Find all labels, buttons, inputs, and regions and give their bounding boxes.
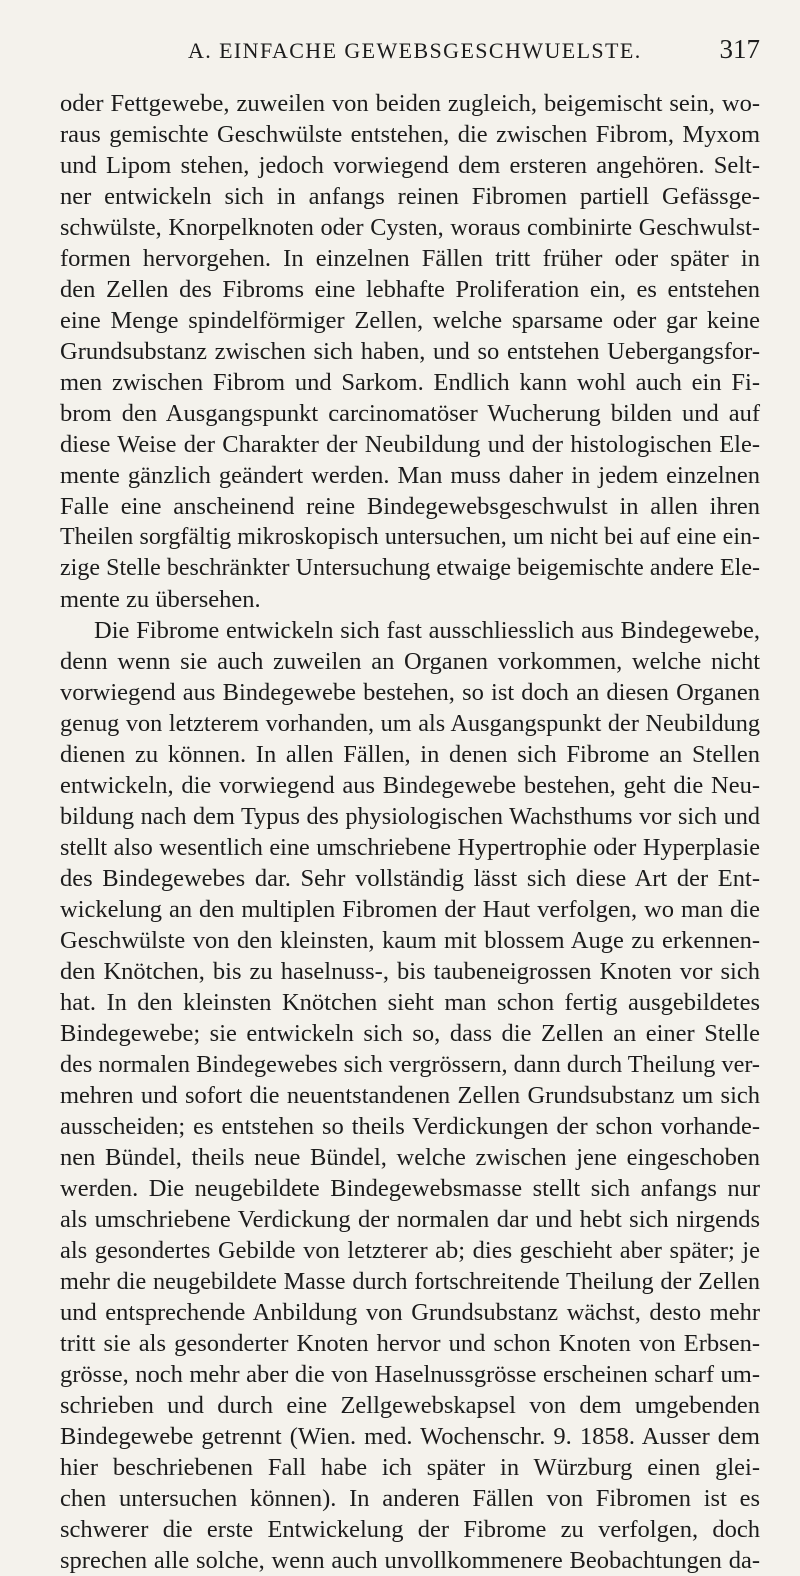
text-line: entwickeln, die vorwiegend aus Bindegewebe bestehen, geht die Neu- (60, 772, 760, 799)
text-line: Bindegewebe; sie entwickeln sich so, dass die Zellen an einer Stelle (60, 1020, 760, 1047)
text-line: und Lipom stehen, jedoch vorwiegend dem ersteren angehören. Selt- (60, 152, 760, 179)
text-line: als umschriebene Verdickung der normalen dar und hebt sich nirgends (60, 1206, 760, 1233)
text-line: ausscheiden; es entstehen so theils Verdickungen der schon vorhande- (60, 1113, 760, 1140)
text-line: stellt also wesentlich eine umschriebene Hypertrophie oder Hyperplasie (60, 834, 760, 861)
text-line: brom den Ausgangspunkt carcinomatöser Wucherung bilden und auf (60, 400, 760, 427)
text-line: hier beschriebenen Fall habe ich später in Würzburg einen glei- (60, 1454, 760, 1481)
running-head (60, 34, 760, 78)
text-line: chen untersuchen können). In anderen Fällen von Fibromen ist es (60, 1485, 760, 1512)
text-line: ner entwickeln sich in anfangs reinen Fibromen partiell Gefässge- (60, 183, 760, 210)
text-line: den Zellen des Fibroms eine lebhafte Proliferation ein, es entstehen (60, 276, 760, 303)
text-line: nen Bündel, theils neue Bündel, welche zwischen jene eingeschoben (60, 1144, 760, 1171)
text-line: oder Fettgewebe, zuweilen von beiden zugleich, beigemischt sein, wo- (60, 90, 760, 117)
text-line: schrieben und durch eine Zellgewebskapsel von dem umgebenden (60, 1392, 760, 1419)
text-line: denn wenn sie auch zuweilen an Organen vorkommen, welche nicht (60, 648, 760, 675)
text-line: mente gänzlich geändert werden. Man muss daher in jedem einzelnen (60, 462, 760, 489)
paragraph (60, 88, 760, 615)
text-line: mente zu übersehen. (60, 586, 261, 613)
text-line: mehr die neugebildete Masse durch fortschreitende Theilung der Zellen (60, 1268, 760, 1295)
text-line: formen hervorgehen. In einzelnen Fällen tritt früher oder später in (60, 245, 760, 272)
text-line: genug von letzterem vorhanden, um als Ausgangspunkt der Neubildung (60, 710, 760, 737)
text-line: schwerer die erste Entwickelung der Fibrome zu verfolgen, doch (60, 1516, 760, 1543)
text-line: den Knötchen, bis zu haselnuss-, bis taubeneigrossen Knoten vor sich (60, 958, 760, 985)
text-line: dienen zu können. In allen Fällen, in denen sich Fibrome an Stellen (60, 741, 760, 768)
text-line: wickelung an den multiplen Fibromen der Haut verfolgen, wo man die (60, 896, 760, 923)
paragraph (60, 615, 760, 1576)
text-line: bildung nach dem Typus des physiologischen Wachsthums vor sich und (60, 803, 760, 830)
body-text (60, 88, 760, 1576)
text-line: Geschwülste von den kleinsten, kaum mit blossem Auge zu erkennen- (60, 927, 760, 954)
text-line: des normalen Bindegewebes sich vergrössern, dann durch Theilung ver- (60, 1051, 760, 1078)
text-line: und entsprechende Anbildung von Grundsubstanz wächst, desto mehr (60, 1299, 760, 1326)
page-number: 317 (719, 34, 760, 64)
text-line: eine Menge spindelförmiger Zellen, welche sparsame oder gar keine (60, 307, 760, 334)
text-line: diese Weise der Charakter der Neubildung und der histologischen Ele- (60, 431, 760, 458)
section-title: A. EINFACHE GEWEBSGESCHWUELSTE. (188, 38, 642, 63)
text-line: tritt sie als gesonderter Knoten hervor und schon Knoten von Erbsen- (60, 1330, 760, 1357)
text-line: grösse, noch mehr aber die von Haselnussgrösse erscheinen scharf um- (60, 1361, 760, 1388)
text-line: zige Stelle beschränkter Untersuchung etwaige beigemischte andere Ele- (60, 555, 760, 581)
text-line: schwülste, Knorpelknoten oder Cysten, woraus combinirte Geschwulst- (60, 214, 760, 241)
text-line: Bindegewebe getrennt (Wien. med. Wochenschr. 9. 1858. Ausser dem (60, 1423, 760, 1450)
text-line: men zwischen Fibrom und Sarkom. Endlich kann wohl auch ein Fi- (60, 369, 760, 396)
text-line: Die Fibrome entwickeln sich fast ausschliesslich aus Bindegewebe, (94, 617, 760, 644)
text-line: Grundsubstanz zwischen sich haben, und so entstehen Uebergangsfor- (60, 338, 760, 365)
text-line: vorwiegend aus Bindegewebe bestehen, so ist doch an diesen Organen (60, 679, 760, 706)
text-line: des Bindegewebes dar. Sehr vollständig lässt sich diese Art der Ent- (60, 865, 760, 892)
text-line: Theilen sorgfältig mikroskopisch untersuchen, um nicht bei auf eine ein- (60, 524, 760, 550)
text-line: sprechen alle solche, wenn auch unvollkommenere Beobachtungen da- (60, 1547, 760, 1574)
text-line: als gesondertes Gebilde von letzterer ab; dies geschieht aber später; je (60, 1237, 760, 1264)
text-line: Falle eine anscheinend reine Bindegewebsgeschwulst in allen ihren (60, 493, 760, 520)
text-line: raus gemischte Geschwülste entstehen, die zwischen Fibrom, Myxom (60, 121, 760, 148)
text-line: mehren und sofort die neuentstandenen Zellen Grundsubstanz um sich (60, 1082, 760, 1109)
text-line: werden. Die neugebildete Bindegewebsmasse stellt sich anfangs nur (60, 1175, 760, 1202)
text-line: hat. In den kleinsten Knötchen sieht man schon fertig ausgebildetes (60, 989, 760, 1016)
